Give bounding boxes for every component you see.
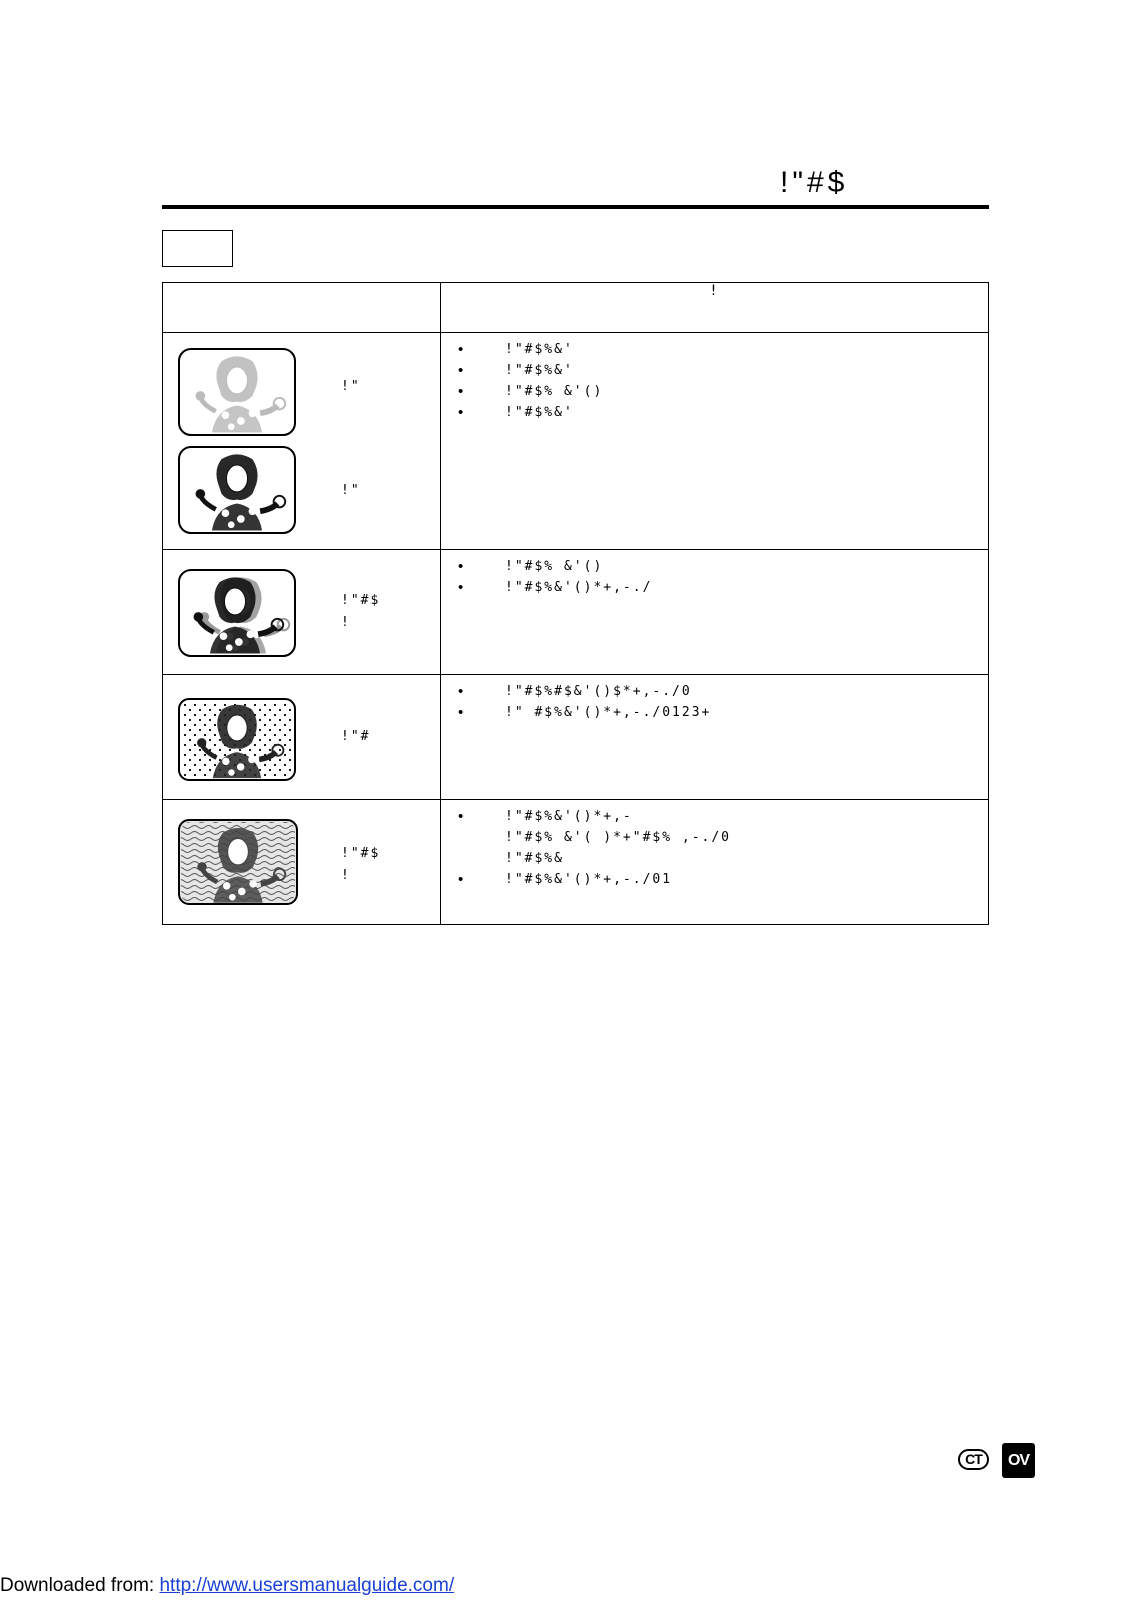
language-badge-ct: CT	[958, 1449, 989, 1470]
cause-cell	[441, 800, 989, 925]
symptom-label: !"#$	[341, 593, 381, 608]
symptom-cell	[163, 550, 441, 675]
list-item: • !" #$%&'()*+,-./0123+	[458, 704, 712, 721]
tv-snow-picture-image	[177, 697, 297, 782]
bullet-icon: •	[458, 341, 464, 358]
download-footer	[0, 1575, 454, 1597]
column-header-cause: !	[441, 283, 989, 333]
list-item-continuation: !"#$% &'( )*+"#$% ,-./0	[505, 830, 732, 845]
symptom-label: !"#$	[341, 846, 381, 861]
table-row	[163, 675, 989, 800]
bullet-icon: •	[458, 579, 464, 596]
symptom-label: !	[341, 615, 351, 630]
list-item: • !"#$%&'()*+,-./	[458, 579, 653, 596]
list-item-continuation: !"#$%&	[505, 851, 564, 866]
table-row	[163, 800, 989, 925]
bullet-icon: •	[458, 704, 464, 721]
tv-faint-picture-image	[177, 347, 297, 437]
symptom-label: !"	[341, 483, 361, 498]
download-link[interactable]: http://www.usersmanualguide.com/	[159, 1575, 455, 1596]
bullet-icon: •	[458, 808, 464, 825]
download-prefix: Downloaded from:	[0, 1575, 160, 1596]
cause-cell	[441, 675, 989, 800]
symptom-label: !"#	[341, 729, 371, 744]
table-row	[163, 333, 989, 550]
header-divider	[162, 205, 989, 209]
bullet-icon: •	[458, 362, 464, 379]
symptom-cell	[163, 800, 441, 925]
symptom-cell	[163, 333, 441, 550]
column-header-symptom	[163, 283, 441, 333]
symptom-label: !"	[341, 379, 361, 394]
bullet-icon: •	[458, 871, 464, 888]
table-row	[163, 550, 989, 675]
language-badge-ov: OV	[1002, 1443, 1035, 1478]
cause-list	[441, 339, 988, 423]
section-label-box	[162, 230, 233, 267]
list-item: • !"#$%#$&'()$*+,-./0	[458, 683, 692, 700]
bullet-icon: •	[458, 683, 464, 700]
table-header-row	[163, 283, 989, 333]
list-item: • !"#$%&'()*+,-	[458, 808, 633, 825]
cause-list	[441, 556, 988, 598]
cause-list	[441, 806, 988, 890]
symptom-label: !	[341, 868, 351, 883]
list-item: • !"#$% &'()	[458, 558, 604, 575]
troubleshooting-table	[162, 282, 989, 925]
tv-interference-picture-image	[177, 818, 299, 906]
bullet-icon: •	[458, 404, 464, 421]
symptom-cell	[163, 675, 441, 800]
list-item: • !"#$%&'	[458, 404, 574, 421]
list-item: • !"#$%&'	[458, 341, 574, 358]
tv-ghost-picture-image	[177, 568, 297, 658]
list-item: • !"#$%&'()*+,-./01	[458, 871, 673, 888]
bullet-icon: •	[458, 383, 464, 400]
page-title: !"#$	[780, 166, 849, 199]
cause-cell	[441, 550, 989, 675]
tv-normal-picture-image	[177, 445, 297, 535]
cause-list	[441, 681, 988, 723]
bullet-icon: •	[458, 558, 464, 575]
cause-cell	[441, 333, 989, 550]
list-item: • !"#$%&'	[458, 362, 574, 379]
list-item: • !"#$% &'()	[458, 383, 604, 400]
